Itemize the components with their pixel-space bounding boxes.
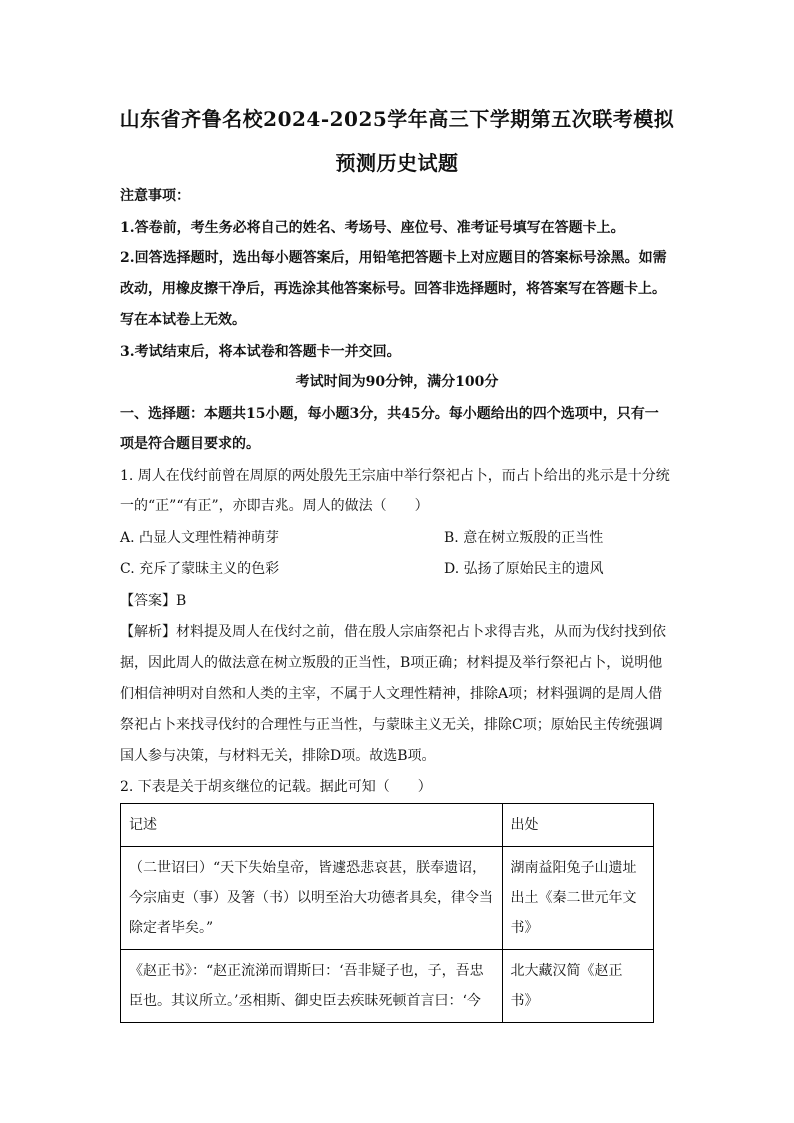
table-row (121, 847, 654, 950)
cell-line: 出土《秦二世元年文 (510, 890, 637, 906)
notice-item-1: 1.答卷前，考生务必将自己的姓名、考场号、座位号、准考证号填写在答题卡上。 (120, 220, 625, 236)
table-row (121, 950, 654, 1023)
q1-analysis-line-4: 祭祀占卜来找寻伐纣的合理性与正当性，与蒙昧主义无关，排除C项；原始民主传统强调 (120, 717, 663, 733)
cell-line: （二世诏曰）“天下失始皇帝，皆遽恐悲哀甚，朕奉遗诏， (129, 860, 487, 876)
exam-info: 考试时间为90分钟，满分100分 (295, 374, 499, 390)
page-subtitle: 预测历史试题 (335, 151, 459, 175)
q1-stem-line-2: 一的“正”“有正”，亦即吉兆。周人的做法（ ） (120, 498, 429, 514)
section-1-line-1: 一、选择题：本题共15小题，每小题3分，共45分。每小题给出的四个选项中，只有一 (120, 406, 659, 422)
cell-line: 北大藏汉简《赵正 (510, 963, 623, 979)
notice-item-3: 3.考试结束后，将本试卷和答题卡一并交回。 (120, 344, 401, 360)
record-table (120, 803, 654, 1023)
table-header-source: 出处 (502, 804, 654, 847)
table-header-row (121, 804, 654, 847)
q1-option-c: C. 充斥了蒙昧主义的色彩 (120, 561, 280, 577)
cell-line: 今宗庙吏（事）及箸（书）以明至治大功德者具矣，律令当 (129, 890, 493, 906)
q1-option-b: B. 意在树立叛殷的正当性 (444, 530, 604, 546)
q1-analysis-line-3: 们相信神明对自然和人类的主宰，不属于人文理性精神，排除A项；材料强调的是周人借 (120, 686, 663, 702)
table-cell-source (502, 950, 654, 1023)
q2-stem: 2. 下表是关于胡亥继位的记载。据此可知（ ） (120, 779, 432, 795)
notice-item-2-line-2: 改动，用橡皮擦干净后，再选涂其他答案标号。回答非选择题时，将答案写在答题卡上。 (120, 281, 666, 297)
table-header-record: 记述 (121, 804, 503, 847)
q1-option-a: A. 凸显人文理性精神萌芽 (120, 530, 280, 546)
table-cell-record (121, 950, 503, 1023)
cell-line: 除定者毕矣。” (129, 920, 214, 936)
notice-heading: 注意事项： (120, 188, 190, 204)
cell-line: 湖南益阳兔子山遗址 (510, 860, 637, 876)
cell-line: 书》 (510, 920, 539, 936)
notice-item-2-line-3: 写在本试卷上无效。 (120, 312, 246, 328)
q1-option-d: D. 弘扬了原始民主的遗风 (444, 561, 604, 577)
section-1-line-2: 项是符合题目要求的。 (120, 436, 260, 452)
cell-line: 臣也。其议所立。’丞相斯、御史臣去疾昧死顿首言曰：‘今 (129, 993, 481, 1009)
q1-analysis-line-5: 国人参与决策，与材料无关，排除D项。故选B项。 (120, 748, 436, 764)
q1-analysis-line-2: 据，因此周人的做法意在树立叛殷的正当性，B项正确；材料提及举行祭祀占卜，说明他 (120, 655, 663, 671)
table-cell-record (121, 847, 503, 950)
q1-analysis-line-1: 【解析】材料提及周人在伐纣之前，借在殷人宗庙祭祀占卜求得吉兆，从而为伐纣找到依 (120, 624, 666, 640)
cell-line: 《赵正书》：“赵正流涕而谓斯曰：‘吾非疑子也，子，吾忠 (129, 963, 484, 979)
table-cell-source (502, 847, 654, 950)
page-title: 山东省齐鲁名校2024-2025学年高三下学期第五次联考模拟 (119, 107, 675, 131)
notice-item-2-line-1: 2.回答选择题时，选出每小题答案后，用铅笔把答题卡上对应题目的答案标号涂黑。如需 (120, 250, 667, 266)
cell-line: 书》 (510, 993, 539, 1009)
q1-answer: 【答案】B (120, 593, 187, 609)
q1-stem-line-1: 1. 周人在伐纣前曾在周原的两处殷先王宗庙中举行祭祀占卜，而占卜给出的兆示是十分统 (120, 468, 670, 484)
